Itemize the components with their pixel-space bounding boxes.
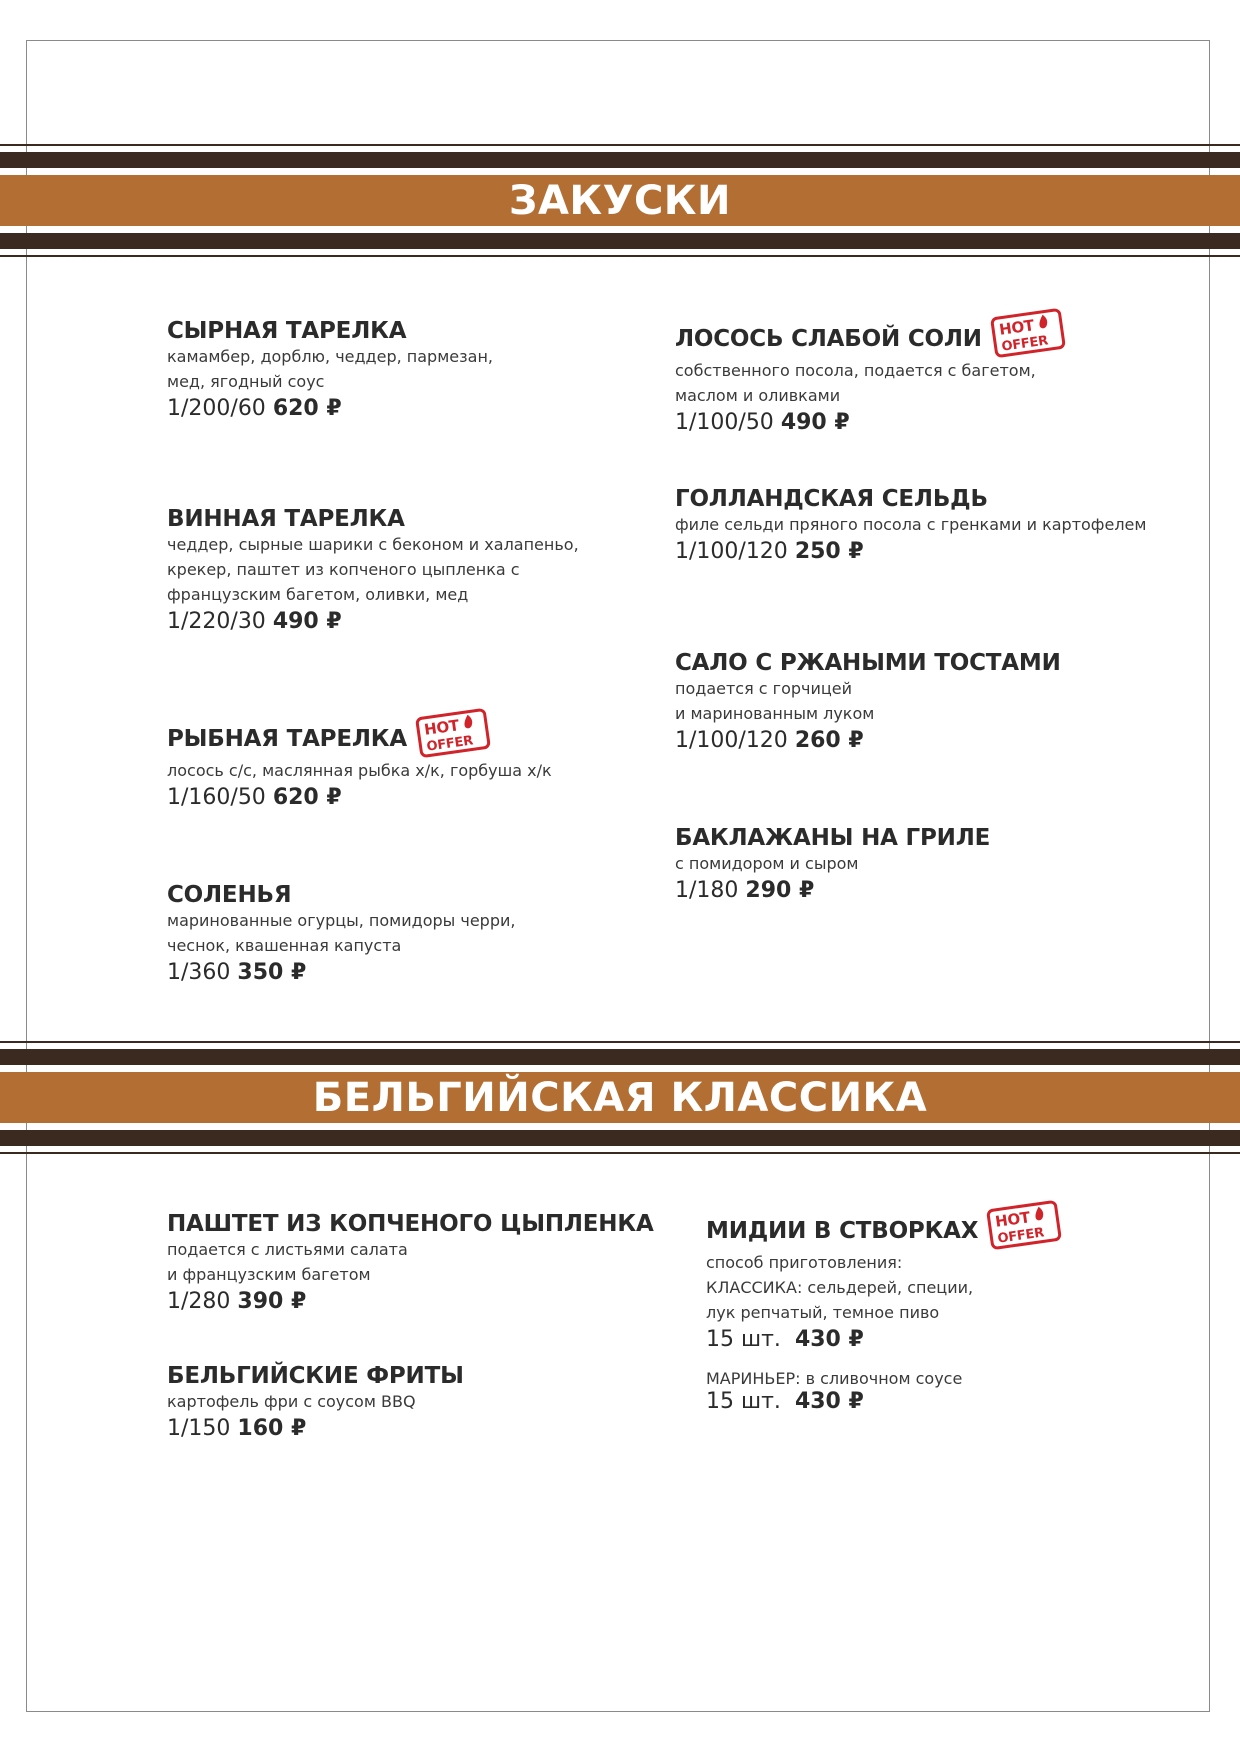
item-name: САЛО С РЖАНЫМИ ТОСТАМИ [675,650,1061,676]
item-name: РЫБНАЯ ТАРЕЛКА HOT OFFER [167,708,552,758]
menu-item [167,708,552,810]
item-description: чеддер, сырные шарики с беконом и халапеньо, крекер, паштет из копченого цыпленка с французским багетом, оливки, мед [167,535,579,604]
item-price: 1/100/120 250 ₽ [675,539,864,564]
item-description: маринованные огурцы, помидоры черри, чеснок, квашенная капуста [167,911,516,955]
svg-text:HOT: HOT [422,716,461,739]
hot-offer-badge [415,708,491,758]
item-price: 1/100/50 490 ₽ [675,410,850,435]
svg-text:OFFER: OFFER [1000,333,1049,355]
item-name: ПАШТЕТ ИЗ КОПЧЕНОГО ЦЫПЛЕНКА [167,1211,654,1237]
menu-item [167,1363,464,1441]
item-name: СОЛЕНЬЯ [167,882,292,908]
page-frame [26,40,1210,1712]
menu-item [675,650,1061,753]
item-description: камамбер, дорблю, чеддер, пармезан, мед, ягодный соус [167,347,493,391]
menu-item [675,308,1066,435]
menu-item [167,1211,654,1314]
item-name: МИДИИ В СТВОРКАХ HOT OFFER [706,1200,1062,1250]
hot-offer-badge [986,1200,1062,1250]
menu-item [675,825,990,903]
item-price: 1/280 390 ₽ [167,1289,307,1314]
item-description: картофель фри с соусом BBQ [167,1392,416,1411]
item-description: подается с листьями салата и французским багетом [167,1240,408,1284]
section-header-zakuski [0,144,1240,257]
item-description: собственного посола, подается с багетом, маслом и оливками [675,361,1036,405]
item-price: 1/200/60 620 ₽ [167,396,342,421]
item-price: 1/360 350 ₽ [167,960,307,985]
item-description: подается с горчицей и маринованным луком [675,679,875,723]
svg-text:OFFER: OFFER [997,1225,1046,1247]
svg-text:OFFER: OFFER [425,733,474,755]
menu-item [167,318,493,421]
item-name: ЛОСОСЬ СЛАБОЙ СОЛИ HOT OFFER [675,308,1066,358]
item-price: 1/150 160 ₽ [167,1416,307,1441]
item-variant-price: 15 шт. 430 ₽ [706,1389,864,1414]
section-header-belgian-classic [0,1041,1240,1154]
menu-item [167,506,579,634]
item-description: способ приготовления: КЛАССИКА: сельдерей, специи, лук репчатый, темное пиво [706,1253,974,1322]
menu-item [706,1200,1062,1414]
item-description: лосось с/с, маслянная рыбка х/к, горбуша х/к [167,761,552,780]
item-price: 1/100/120 260 ₽ [675,728,864,753]
item-variant-description: МАРИНЬЕР: в сливочном соусе [706,1369,963,1388]
item-name: БАКЛАЖАНЫ НА ГРИЛЕ [675,825,991,851]
section-title: ЗАКУСКИ [509,177,731,224]
svg-text:HOT: HOT [994,1208,1032,1231]
hot-offer-badge [990,308,1066,358]
item-name: БЕЛЬГИЙСКИЕ ФРИТЫ [167,1363,464,1389]
item-price: 1/160/50 620 ₽ [167,785,342,810]
item-name: ВИННАЯ ТАРЕЛКА [167,506,405,532]
menu-item [167,882,515,985]
item-price: 1/220/30 490 ₽ [167,609,342,634]
section-title: БЕЛЬГИЙСКАЯ КЛАССИКА [312,1074,928,1121]
menu-item [675,486,1146,564]
svg-text:HOT: HOT [997,316,1035,339]
item-description: филе сельди пряного посола с гренками и картофелем [675,515,1147,534]
item-description: с помидором и сыром [675,854,859,873]
item-price: 1/180 290 ₽ [675,878,815,903]
item-price: 15 шт. 430 ₽ [706,1327,864,1352]
item-name: СЫРНАЯ ТАРЕЛКА [167,318,407,344]
item-name: ГОЛЛАНДСКАЯ СЕЛЬДЬ [675,486,988,512]
